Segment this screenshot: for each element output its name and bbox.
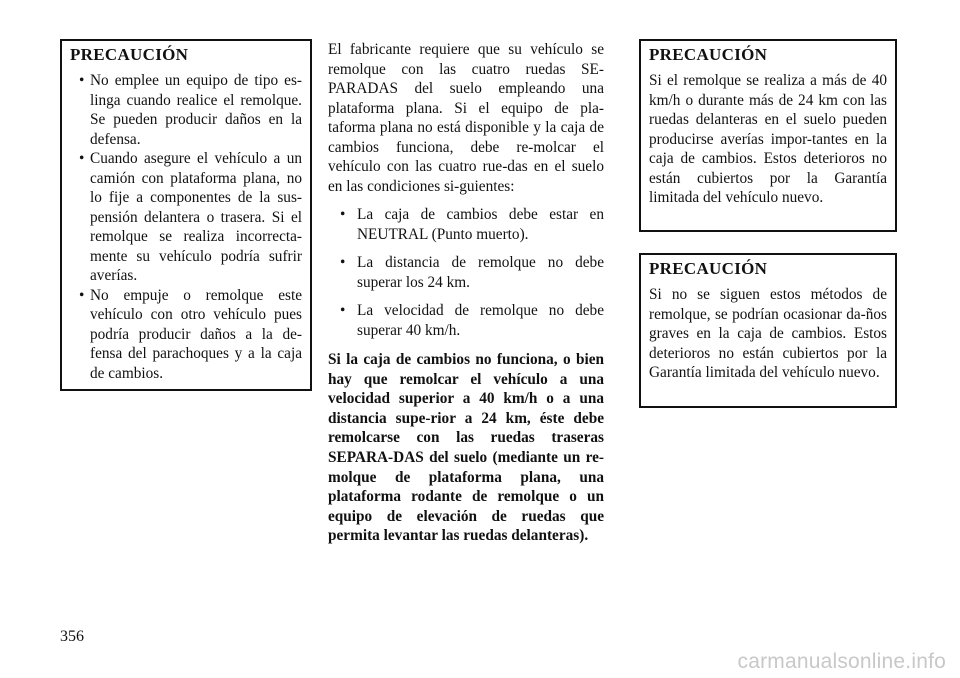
- list-item-text: La caja de cambios debe estar en NEUTRAL (Punto muerto).: [357, 206, 604, 243]
- list-item: [70, 149, 302, 286]
- list-item-text: No emplee un equipo de tipo es-linga cuando realice el remolque. Se pueden producir daños en la defensa.: [90, 72, 302, 148]
- list-item-text: La velocidad de remolque no debe superar 40 km/h.: [357, 302, 604, 339]
- bullet-icon: •: [340, 206, 346, 223]
- bullet-icon: •: [79, 72, 85, 89]
- caution-title: PRECAUCIÓN: [70, 45, 189, 64]
- caution-text: Si no se siguen estos métodos de remolque, se podrían ocasionar da-ños graves en la caja de cambios. Estos deterioros no están cubiertos por la Garantía limitada del vehículo nuevo.: [649, 286, 887, 381]
- list-item: [328, 253, 604, 292]
- page-number: 356: [60, 628, 84, 645]
- intro-paragraph: El fabricante requiere que su vehículo se remolque con las cuatro ruedas SE-PARADAS del suelo empleando una plataforma plana. Si el equipo de pla-taforma plana no está disponible y la caja de cambios funciona, debe re-molcar el vehículo con las cuatro rue-das en el suelo en las condiciones si-guientes:: [328, 41, 604, 195]
- list-item-text: La distancia de remolque no debe superar los 24 km.: [357, 254, 604, 291]
- bullet-icon: •: [79, 150, 85, 167]
- middle-column: [328, 40, 604, 546]
- bullet-icon: •: [340, 302, 346, 319]
- caution-box-right-bottom: [639, 253, 897, 408]
- list-item: [328, 205, 604, 244]
- caution-text: Si el remolque se realiza a más de 40 km/h o durante más de 24 km con las ruedas delanteras en el suelo pueden producirse averías impor-tantes en la caja de cambios. Estos deterioros no están cubiertos por la Garantía limitada del vehículo nuevo.: [649, 72, 887, 206]
- watermark: carmanualsonline.info: [737, 650, 946, 673]
- list-item: [70, 286, 302, 384]
- caution-title: PRECAUCIÓN: [649, 45, 768, 64]
- list-item: [328, 301, 604, 340]
- conditions-list: [328, 205, 604, 340]
- bullet-icon: •: [340, 254, 346, 271]
- caution-bullet-list: [70, 71, 302, 383]
- list-item: [70, 71, 302, 149]
- caution-box-right-top: [639, 39, 897, 232]
- list-item-text: Cuando asegure el vehículo a un camión con plataforma plana, no lo fije a componentes de la sus-pensión delantera o trasera. Si el remolque se realiza incorrecta-mente su vehículo podría sufrir averías.: [90, 150, 302, 284]
- list-item-text: No empuje o remolque este vehículo con otro vehículo pues podría producir daños a la de-fensa del parachoques y a la caja de cambios.: [90, 286, 302, 382]
- caution-box-left: [60, 39, 312, 391]
- bullet-icon: •: [79, 286, 85, 304]
- caution-title: PRECAUCIÓN: [649, 259, 768, 278]
- bold-warning-paragraph: Si la caja de cambios no funciona, o bien hay que remolcar el vehículo a una velocidad superior a 40 km/h o a una distancia supe-rior a 24 km, éste debe remolcarse con las ruedas traseras SEPARA-DAS del suelo (mediante un re-molque de plataforma plana, una plataforma rodante de remolque o un equipo de elevación de ruedas que permita levantar las ruedas delanteras).: [328, 351, 604, 545]
